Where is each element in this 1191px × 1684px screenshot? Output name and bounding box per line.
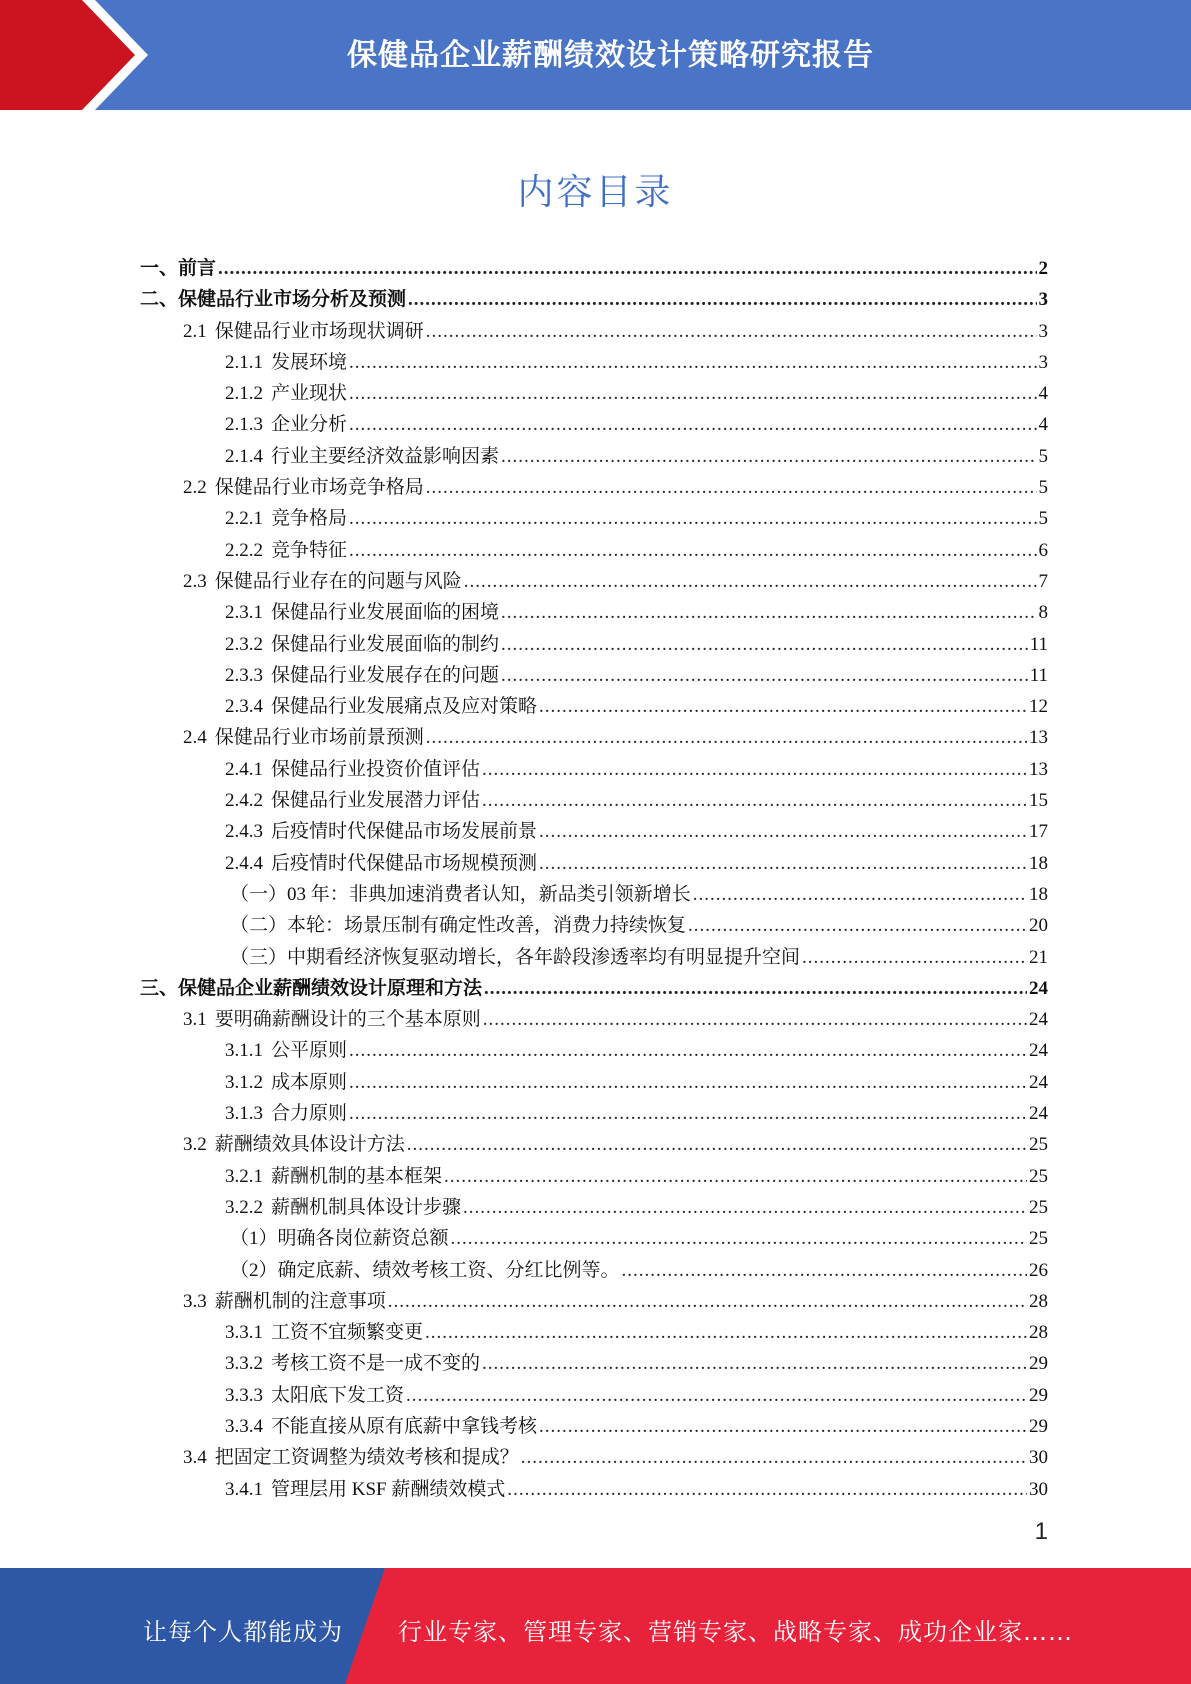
toc-entry[interactable]: [140, 1161, 1048, 1192]
toc-entry[interactable]: [140, 535, 1048, 566]
toc-dot-leader: [464, 566, 1037, 597]
toc-dot-leader: [349, 1067, 1027, 1098]
toc-entry-label: 考核工资不是一成不变的: [271, 1353, 481, 1375]
toc-entry[interactable]: [140, 1129, 1048, 1160]
toc-entry-page: 24: [1029, 1103, 1048, 1125]
toc-entry-label: 要明确薪酬设计的三个基本原则: [214, 1009, 481, 1031]
toc-entry[interactable]: [140, 660, 1048, 691]
toc-entry-page: 7: [1038, 570, 1048, 592]
toc-entry[interactable]: [140, 378, 1048, 409]
toc-dot-leader: [482, 785, 1027, 816]
toc-dot-leader: [482, 754, 1027, 785]
toc-dot-leader: [501, 660, 1028, 691]
toc-entry-page: 2: [1038, 258, 1048, 279]
toc-entry-number: 3.3.2: [225, 1353, 263, 1375]
toc-entry-number: 2.2.1: [225, 508, 263, 530]
toc-entry[interactable]: [140, 879, 1048, 910]
toc-entry-page: 5: [1038, 508, 1048, 530]
toc-dot-leader: [426, 722, 1027, 753]
toc-entry-number: 3.2.1: [225, 1165, 263, 1187]
toc-dot-leader: [501, 441, 1036, 472]
toc-entry-page: 17: [1029, 821, 1048, 843]
toc-entry-label: 保健品行业发展存在的问题: [271, 664, 500, 686]
toc-entry[interactable]: [140, 1348, 1048, 1379]
toc-entry-number: 3.1.3: [225, 1103, 263, 1125]
toc-entry-page: 18: [1029, 852, 1048, 874]
toc-entry-page: 30: [1029, 1447, 1048, 1469]
toc-dot-leader: [349, 1098, 1027, 1129]
toc-entry-number: 3.3.4: [225, 1415, 263, 1437]
toc-dot-leader: [521, 1442, 1027, 1473]
toc-entry-page: 12: [1029, 696, 1048, 718]
toc-entry[interactable]: [140, 1474, 1048, 1505]
toc-entry-label: 三、保健品企业薪酬绩效设计原理和方法: [140, 977, 483, 999]
toc-entry-number: 3.1: [183, 1009, 207, 1031]
toc-entry-number: 3.3: [183, 1290, 207, 1312]
toc-entry-page: 21: [1029, 946, 1048, 968]
toc-entry-page: 4: [1038, 414, 1048, 436]
toc-entry-number: 3.3.1: [225, 1322, 263, 1344]
toc-entry[interactable]: [140, 316, 1048, 347]
toc-dot-leader: [539, 848, 1027, 879]
toc-entry[interactable]: [140, 629, 1048, 660]
toc-entry[interactable]: [140, 973, 1048, 1004]
toc-dot-leader: [482, 1348, 1027, 1379]
toc-entry[interactable]: [140, 1035, 1048, 1066]
toc-entry[interactable]: [140, 754, 1048, 785]
toc-entry[interactable]: [140, 785, 1048, 816]
toc-entry-page: 13: [1029, 727, 1048, 749]
toc-entry-label: 保健品行业存在的问题与风险: [214, 570, 462, 592]
toc-dot-leader: [408, 284, 1036, 315]
toc-entry-number: 2.3: [183, 570, 207, 592]
toc-entry-page: 29: [1029, 1384, 1048, 1406]
toc-dot-leader: [406, 1380, 1027, 1411]
toc-entry-label: 保健品行业发展面临的困境: [271, 602, 500, 624]
toc-entry-page: 6: [1038, 539, 1048, 561]
toc-entry-number: 2.4: [183, 727, 207, 749]
toc-entry[interactable]: [140, 347, 1048, 378]
toc-entry[interactable]: [140, 1442, 1048, 1473]
toc-dot-leader: [349, 1035, 1027, 1066]
toc-dot-leader: [501, 629, 1028, 660]
toc-entry-number: 3.2.2: [225, 1196, 263, 1218]
toc-entry-page: 20: [1029, 915, 1048, 937]
toc-entry-label: 产业现状: [271, 383, 348, 405]
toc-entry[interactable]: [140, 1067, 1048, 1098]
toc-entry-label: （二）本轮：场景压制有确定性改善，消费力持续恢复: [230, 915, 687, 937]
toc-entry-label: 行业主要经济效益影响因素: [271, 445, 500, 467]
toc-dot-leader: [349, 503, 1036, 534]
toc-dot-leader: [539, 691, 1027, 722]
toc-dot-leader: [349, 378, 1036, 409]
toc-entry[interactable]: [140, 1380, 1048, 1411]
toc-entry[interactable]: [140, 1255, 1048, 1286]
toc-entry[interactable]: [140, 503, 1048, 534]
toc-entry-label: 薪酬绩效具体设计方法: [214, 1134, 405, 1156]
toc-entry-page: 26: [1029, 1259, 1048, 1281]
toc-entry-page: 24: [1029, 977, 1048, 999]
toc-entry-page: 25: [1029, 1165, 1048, 1187]
toc-dot-leader: [693, 879, 1027, 910]
toc-entry-number: 2.3.4: [225, 696, 263, 718]
toc-entry-number: 2.1: [183, 320, 207, 342]
toc-entry-number: 2.4.3: [225, 821, 263, 843]
toc-entry[interactable]: [140, 1098, 1048, 1129]
toc-entry-number: 2.3.1: [225, 602, 263, 624]
toc-entry[interactable]: [140, 566, 1048, 597]
footer-slogan-left: 让每个人都能成为: [143, 1618, 343, 1646]
toc-dot-leader: [407, 1129, 1027, 1160]
toc-entry-number: 2.4.1: [225, 758, 263, 780]
toc-dot-leader: [463, 1192, 1027, 1223]
toc-entry-number: 2.4.4: [225, 852, 263, 874]
table-of-contents: [140, 253, 1048, 1505]
toc-entry-number: 3.1.1: [225, 1040, 263, 1062]
toc-entry-page: 3: [1038, 289, 1048, 311]
toc-dot-leader: [507, 1474, 1027, 1505]
toc-dot-leader: [426, 472, 1037, 503]
toc-entry-label: 薪酬机制的基本框架: [271, 1165, 443, 1187]
toc-entry[interactable]: [140, 1411, 1048, 1442]
footer-slogan-right: 行业专家、管理专家、营销专家、战略专家、成功企业家……: [398, 1618, 1073, 1646]
toc-dot-leader: [349, 347, 1036, 378]
toc-entry[interactable]: [140, 1286, 1048, 1317]
toc-heading: 内容目录: [517, 172, 674, 213]
toc-entry-page: 29: [1029, 1415, 1048, 1437]
toc-entry-page: 15: [1029, 790, 1048, 812]
toc-entry-page: 11: [1029, 633, 1048, 655]
toc-dot-leader: [451, 1223, 1027, 1254]
toc-entry[interactable]: [140, 848, 1048, 879]
toc-entry-label: 保健品行业市场现状调研: [214, 320, 424, 342]
toc-entry-number: 2.3.2: [225, 633, 263, 655]
toc-entry-label: 保健品行业发展潜力评估: [271, 790, 481, 812]
toc-dot-leader: [622, 1255, 1027, 1286]
toc-entry-label: 保健品行业市场竞争格局: [214, 477, 424, 499]
toc-dot-leader: [501, 597, 1036, 628]
toc-entry[interactable]: [140, 816, 1048, 847]
toc-entry-label: 二、保健品行业市场分析及预测: [140, 289, 407, 311]
toc-entry-number: 3.2: [183, 1134, 207, 1156]
toc-dot-leader: [688, 910, 1027, 941]
toc-entry-page: 4: [1038, 383, 1048, 405]
toc-entry-label: 管理层用 KSF 薪酬绩效模式: [271, 1478, 506, 1500]
toc-entry-label: 薪酬机制的注意事项: [214, 1290, 386, 1312]
page-number: 1: [1034, 1518, 1048, 1545]
toc-entry-page: 3: [1038, 320, 1048, 342]
toc-entry-label: （1）明确各岗位薪资总额: [230, 1228, 449, 1250]
toc-entry-page: 28: [1029, 1290, 1048, 1312]
toc-dot-leader: [484, 973, 1027, 1004]
toc-entry-label: 保健品行业发展痛点及应对策略: [271, 696, 538, 718]
toc-entry[interactable]: [140, 691, 1048, 722]
toc-dot-leader: [425, 1317, 1027, 1348]
toc-entry-label: 不能直接从原有底薪中拿钱考核: [271, 1415, 538, 1437]
toc-entry[interactable]: [140, 472, 1048, 503]
toc-entry-label: （一）03 年：非典加速消费者认知，新品类引领新增长: [230, 883, 691, 905]
toc-entry-page: 3: [1038, 351, 1048, 373]
toc-entry-number: 2.1.4: [225, 445, 263, 467]
toc-entry[interactable]: [140, 1317, 1048, 1348]
toc-entry-label: 把固定工资调整为绩效考核和提成？: [214, 1447, 519, 1469]
toc-dot-leader: [539, 1411, 1027, 1442]
toc-entry-number: 2.2: [183, 477, 207, 499]
toc-entry-page: 24: [1029, 1009, 1048, 1031]
toc-entry-label: 成本原则: [271, 1071, 348, 1093]
toc-entry-label: 合力原则: [271, 1103, 348, 1125]
toc-entry[interactable]: [140, 253, 1048, 284]
toc-dot-leader: [349, 535, 1036, 566]
toc-entry-number: 3.4: [183, 1447, 207, 1469]
toc-entry-number: 2.4.2: [225, 790, 263, 812]
toc-entry-page: 25: [1029, 1134, 1048, 1156]
report-title: 保健品企业薪酬绩效设计策略研究报告: [347, 38, 874, 73]
page-header: [0, 0, 1191, 110]
toc-entry[interactable]: [140, 441, 1048, 472]
toc-entry-number: 3.4.1: [225, 1478, 263, 1500]
toc-entry[interactable]: [140, 942, 1048, 973]
toc-entry-number: 2.3.3: [225, 664, 263, 686]
toc-entry-label: 后疫情时代保健品市场发展前景: [271, 821, 538, 843]
toc-entry-label: 后疫情时代保健品市场规模预测: [271, 852, 538, 874]
toc-dot-leader: [388, 1286, 1027, 1317]
toc-entry-number: 2.2.2: [225, 539, 263, 561]
toc-entry-label: 发展环境: [271, 351, 348, 373]
toc-dot-leader: [802, 942, 1027, 973]
toc-entry-page: 18: [1029, 883, 1048, 905]
toc-entry[interactable]: [140, 409, 1048, 440]
toc-entry-page: 25: [1029, 1228, 1048, 1250]
toc-entry-label: 一、前言: [140, 258, 217, 279]
toc-entry-page: 8: [1038, 602, 1048, 624]
toc-entry[interactable]: [140, 910, 1048, 941]
toc-dot-leader: [218, 253, 1036, 284]
toc-entry-label: 公平原则: [271, 1040, 348, 1062]
toc-entry[interactable]: [140, 1223, 1048, 1254]
toc-entry-page: 25: [1029, 1196, 1048, 1218]
toc-entry-number: 2.1.1: [225, 351, 263, 373]
toc-entry-label: 保健品行业发展面临的制约: [271, 633, 500, 655]
toc-entry-page: 24: [1029, 1071, 1048, 1093]
toc-entry-page: 30: [1029, 1478, 1048, 1500]
toc-entry-number: 2.1.3: [225, 414, 263, 436]
toc-entry-label: 竞争格局: [271, 508, 348, 530]
toc-entry-label: 保健品行业市场前景预测: [214, 727, 424, 749]
toc-entry-label: 薪酬机制具体设计步骤: [271, 1196, 462, 1218]
toc-entry-label: （2）确定底薪、绩效考核工资、分红比例等。: [230, 1259, 620, 1281]
toc-dot-leader: [483, 1004, 1027, 1035]
toc-dot-leader: [349, 409, 1036, 440]
toc-entry-label: （三）中期看经济恢复驱动增长，各年龄段渗透率均有明显提升空间: [230, 946, 801, 968]
toc-entry-page: 11: [1029, 664, 1048, 686]
toc-entry-label: 竞争特征: [271, 539, 348, 561]
toc-entry-page: 5: [1038, 477, 1048, 499]
toc-entry-label: 工资不宜频繁变更: [271, 1322, 424, 1344]
toc-entry-page: 24: [1029, 1040, 1048, 1062]
toc-entry[interactable]: [140, 597, 1048, 628]
toc-dot-leader: [539, 816, 1027, 847]
toc-entry-number: 3.1.2: [225, 1071, 263, 1093]
toc-entry-page: 28: [1029, 1322, 1048, 1344]
toc-dot-leader: [444, 1161, 1027, 1192]
toc-entry-label: 企业分析: [271, 414, 348, 436]
toc-entry-label: 太阳底下发工资: [271, 1384, 405, 1406]
toc-entry[interactable]: [140, 284, 1048, 315]
page-footer: [0, 1568, 1191, 1684]
toc-entry[interactable]: [140, 722, 1048, 753]
toc-dot-leader: [426, 316, 1037, 347]
toc-entry[interactable]: [140, 1192, 1048, 1223]
toc-entry-number: 3.3.3: [225, 1384, 263, 1406]
toc-entry[interactable]: [140, 1004, 1048, 1035]
toc-entry-page: 13: [1029, 758, 1048, 780]
toc-entry-label: 保健品行业投资价值评估: [271, 758, 481, 780]
toc-entry-number: 2.1.2: [225, 383, 263, 405]
toc-entry-page: 5: [1038, 445, 1048, 467]
toc-entry-page: 29: [1029, 1353, 1048, 1375]
